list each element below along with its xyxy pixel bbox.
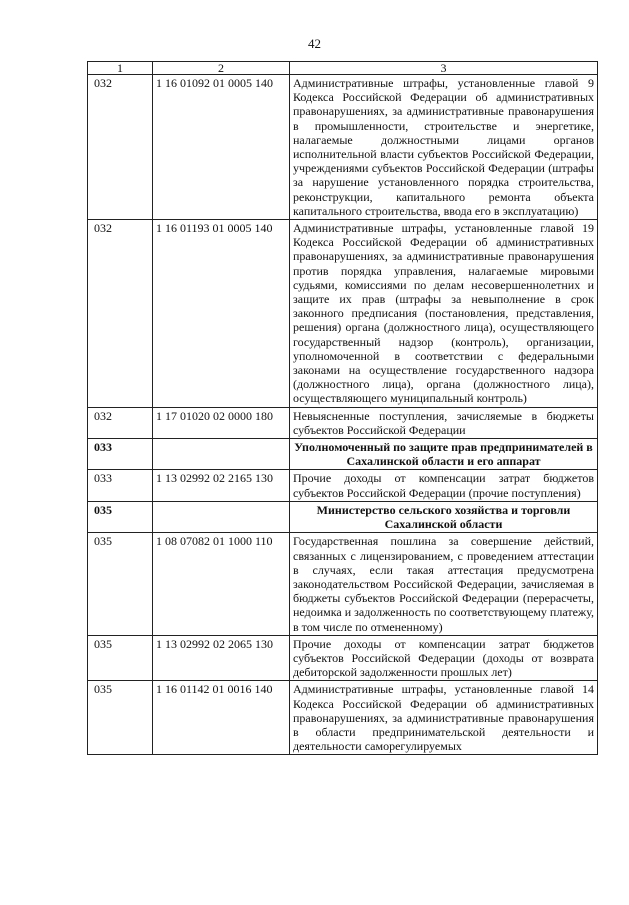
description-cell: Административные штрафы, установленные главой 14 Кодекса Российской Федерации об административных правонарушениях, за административные правонарушения в области предпринимательской деятельности и деятельности саморегулируемых bbox=[290, 681, 598, 755]
column-header-3: 3 bbox=[290, 62, 598, 75]
budget-code-cell bbox=[153, 439, 290, 470]
table-row bbox=[88, 220, 598, 408]
table-row bbox=[88, 681, 598, 755]
budget-code-cell: 1 17 01020 02 0000 180 bbox=[153, 407, 290, 438]
budget-code-cell: 1 13 02992 02 2165 130 bbox=[153, 470, 290, 501]
budget-code-cell: 1 16 01193 01 0005 140 bbox=[153, 220, 290, 408]
administrator-name-cell: Министерство сельского хозяйства и торговли Сахалинской области bbox=[290, 501, 598, 532]
table-row bbox=[88, 635, 598, 681]
description-cell: Невыясненные поступления, зачисляемые в бюджеты субъектов Российской Федерации bbox=[290, 407, 598, 438]
budget-code-cell: 1 16 01142 01 0016 140 bbox=[153, 681, 290, 755]
admin-code-cell: 035 bbox=[88, 533, 153, 635]
admin-code-cell: 032 bbox=[88, 220, 153, 408]
budget-classification-table bbox=[87, 61, 598, 755]
table-row bbox=[88, 470, 598, 501]
budget-code-cell bbox=[153, 501, 290, 532]
admin-code-cell: 035 bbox=[88, 681, 153, 755]
page-number: 42 bbox=[308, 36, 321, 51]
budget-code-cell: 1 13 02992 02 2065 130 bbox=[153, 635, 290, 681]
table-row bbox=[88, 407, 598, 438]
description-cell: Прочие доходы от компенсации затрат бюджетов субъектов Российской Федерации (доходы от возврата дебиторской задолженности прошлых лет) bbox=[290, 635, 598, 681]
admin-code-cell: 032 bbox=[88, 75, 153, 220]
budget-code-cell: 1 16 01092 01 0005 140 bbox=[153, 75, 290, 220]
administrator-name-cell: Уполномоченный по защите прав предпринимателей в Сахалинской области и его аппарат bbox=[290, 439, 598, 470]
admin-code-cell: 033 bbox=[88, 439, 153, 470]
admin-code-cell: 033 bbox=[88, 470, 153, 501]
description-cell: Административные штрафы, установленные главой 9 Кодекса Российской Федерации об административных правонарушениях, за административные правонарушения в промышленности, строительстве и энергетике, налагаемые должностными лицами органов исполнительной власти субъектов Российской Федерации, учреждениями субъектов Российской Федерации (штрафы за нарушение установленного порядка строительства, реконструкции, капитального ремонта объекта капитального строительства, ввода его в эксплуатацию) bbox=[290, 75, 598, 220]
admin-code-cell: 035 bbox=[88, 635, 153, 681]
column-header-1: 1 bbox=[88, 62, 153, 75]
table-row bbox=[88, 75, 598, 220]
budget-code-cell: 1 08 07082 01 1000 110 bbox=[153, 533, 290, 635]
table-header-row bbox=[88, 62, 598, 75]
description-cell: Государственная пошлина за совершение действий, связанных с лицензированием, с проведением аттестации в случаях, если такая аттестация предусмотрена законодательством Российской Федерации, зачисляемая в бюджеты субъектов Российской Федерации (перерасчеты, недоимка и задолженность по соответствующему платежу, в том числе по отмененному) bbox=[290, 533, 598, 635]
group-header-row bbox=[88, 439, 598, 470]
table-row bbox=[88, 533, 598, 635]
description-cell: Прочие доходы от компенсации затрат бюджетов субъектов Российской Федерации (прочие поступления) bbox=[290, 470, 598, 501]
group-header-row bbox=[88, 501, 598, 532]
description-cell: Административные штрафы, установленные главой 19 Кодекса Российской Федерации об административных правонарушениях, за административные правонарушения против порядка управления, налагаемые мировыми судьями, комиссиями по делам несовершеннолетних и защите их прав (штрафы за невыполнение в срок законного предписания (постановления, представления, решения) органа (должностного лица), осуществляющего государственный надзор (контроль), организации, уполномоченной в соответствии с федеральными законами на осуществление государственного надзора (должностного лица), органа (должностного лица), осуществляющего муниципальный контроль) bbox=[290, 220, 598, 408]
column-header-2: 2 bbox=[153, 62, 290, 75]
admin-code-cell: 035 bbox=[88, 501, 153, 532]
admin-code-cell: 032 bbox=[88, 407, 153, 438]
